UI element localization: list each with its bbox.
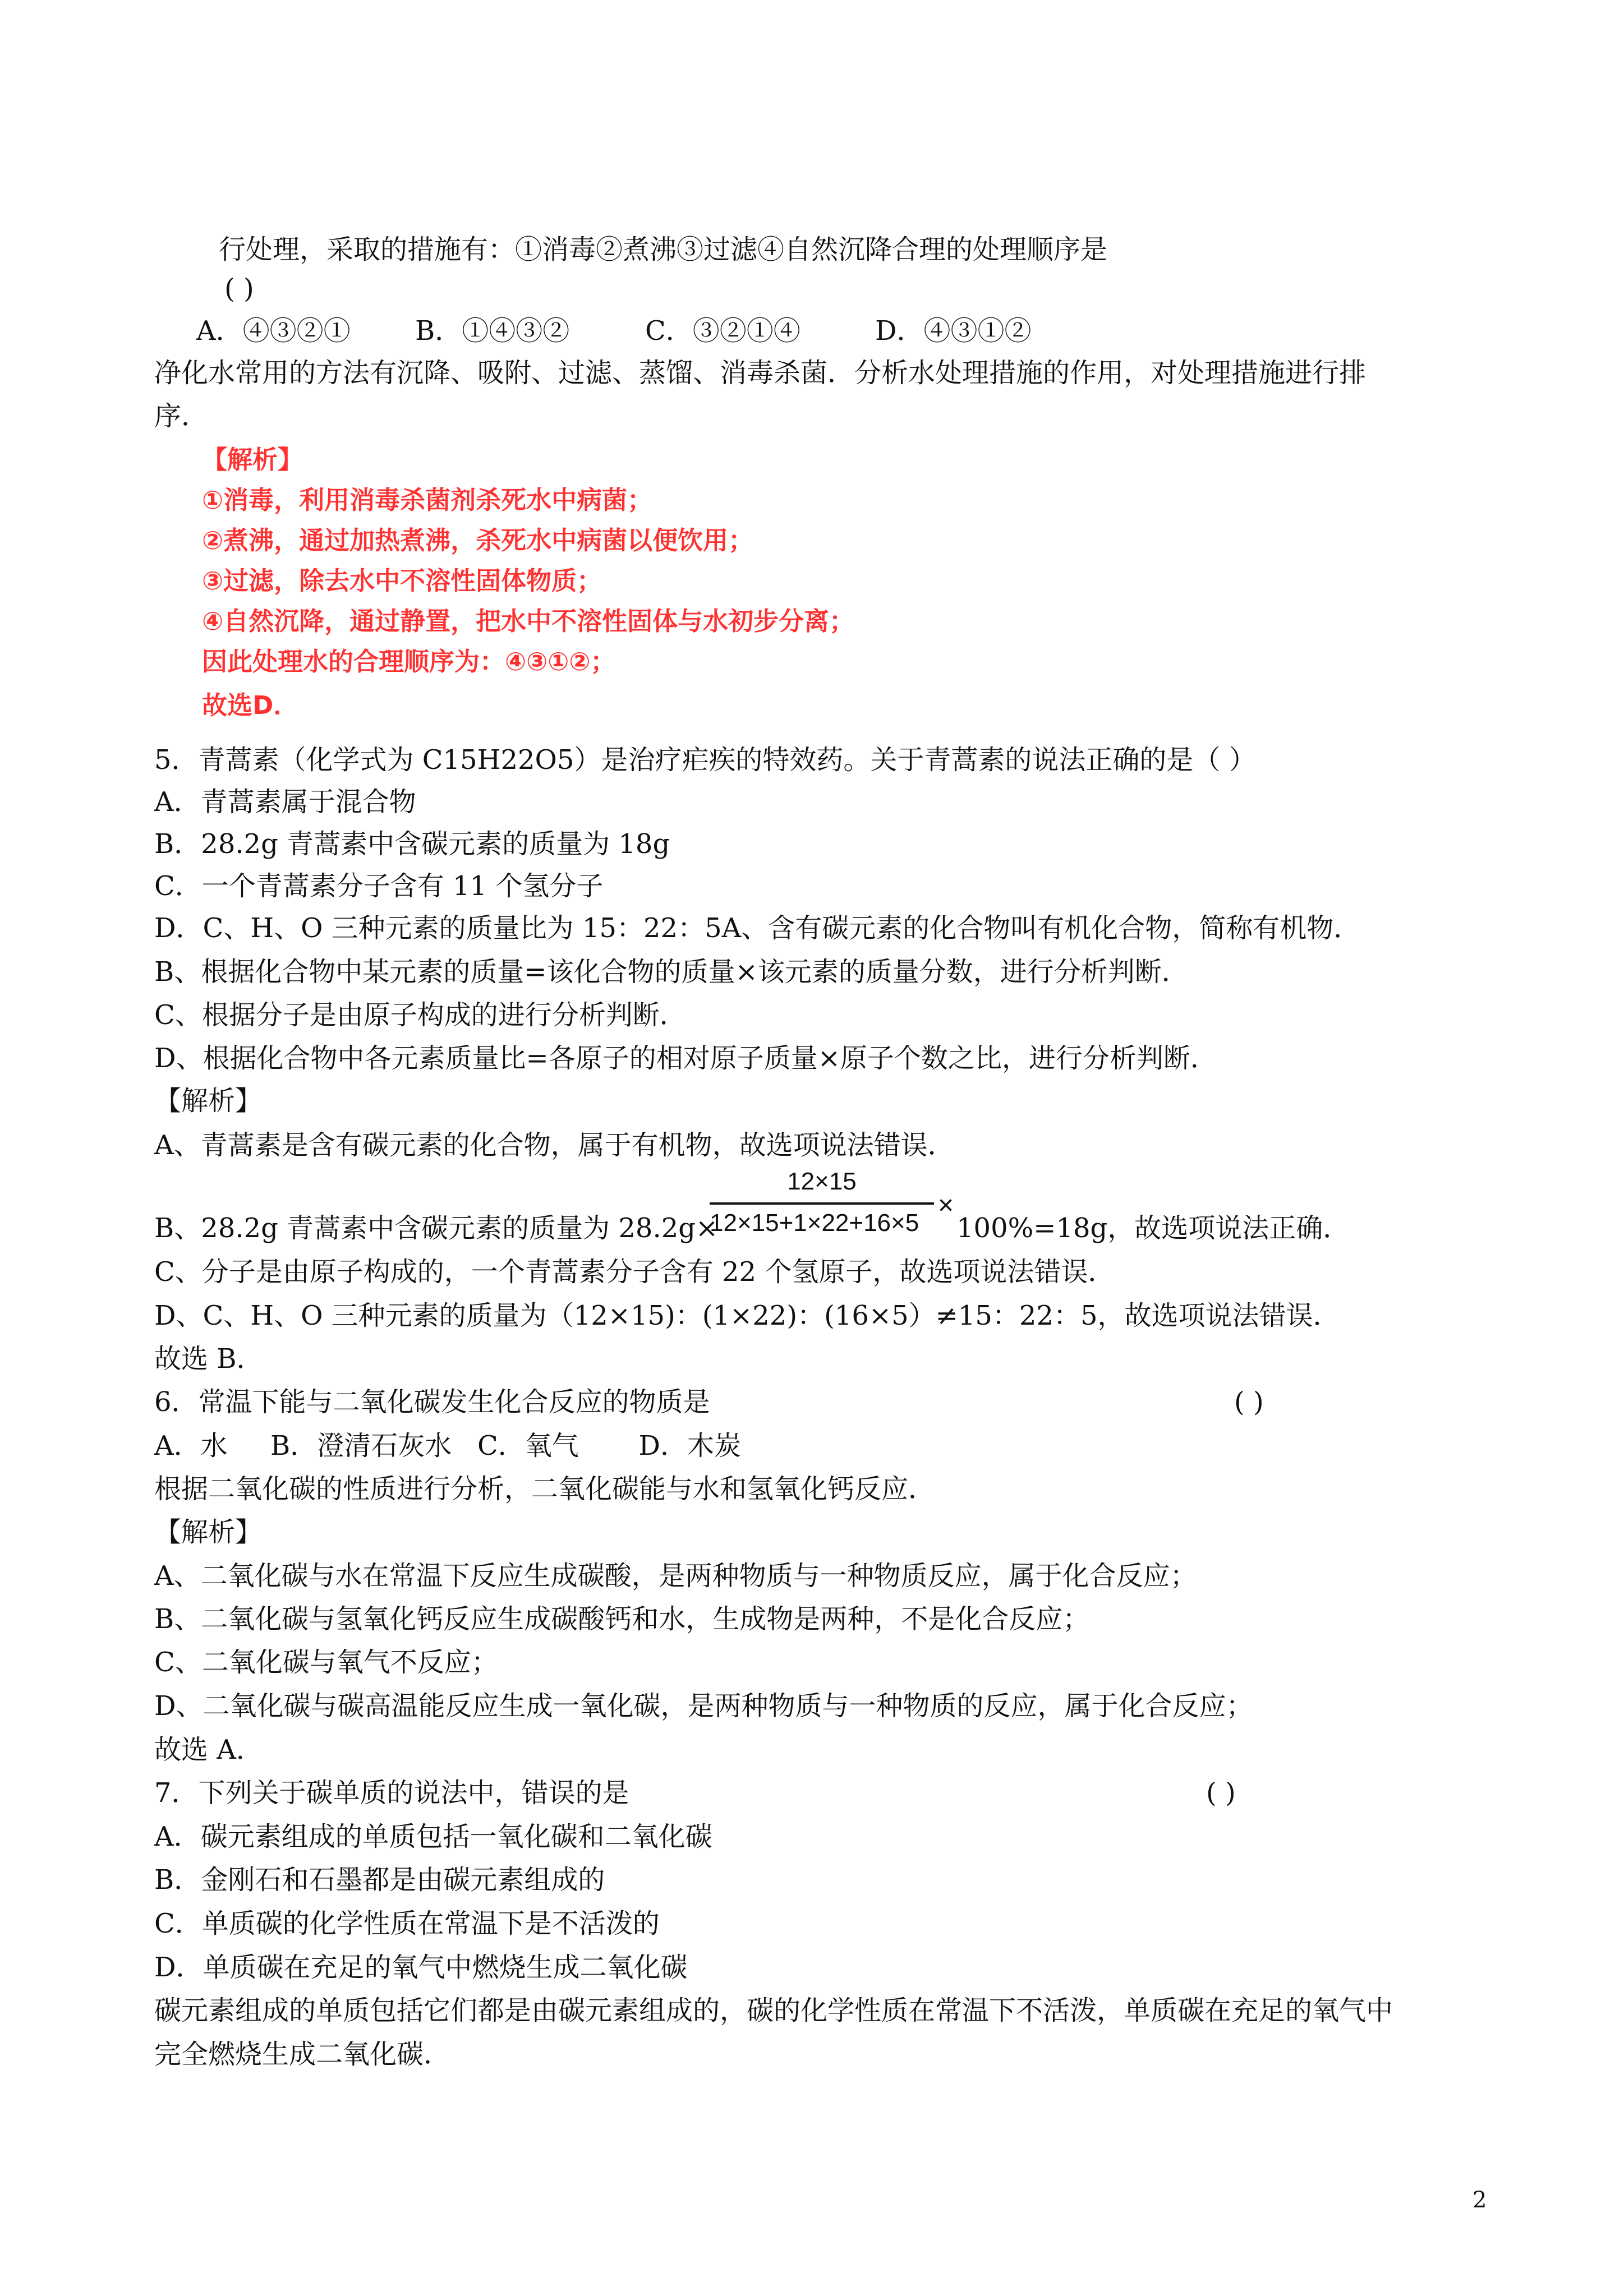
q6-analysis-c: C、二氧化碳与氧气不反应； — [154, 1647, 498, 1678]
q4-option-d: D．④③①② — [875, 315, 1032, 347]
q5-hint-d: D、根据化合物中各元素质量比=各原子的相对原子质量×原子个数之比，进行分析判断． — [154, 1043, 1217, 1074]
q6-options: A．水 B．澄清石灰水 C．氧气 D．木炭 — [154, 1430, 742, 1461]
q7-option-b: B．金刚石和石墨都是由碳元素组成的 — [154, 1864, 605, 1896]
q4-answer-paren: ( ) — [224, 273, 254, 305]
q5-hint-c: C、根据分子是由原子构成的进行分析判断． — [154, 999, 687, 1031]
q7-option-a: A．碳元素组成的单质包括一氧化碳和二氧化碳 — [154, 1821, 712, 1852]
q4-red-line5: 因此处理水的合理顺序为：④③①②； — [202, 647, 616, 676]
q6-jiexi: 【解析】 — [154, 1516, 263, 1548]
q4-stem-continuation: 行处理，采取的措施有：①消毒②煮沸③过滤④自然沉降合理的处理顺序是 — [219, 234, 1108, 265]
q7-answer-paren: ( ) — [1206, 1777, 1236, 1809]
q5-analysis-b-suffix: 100%=18g，故选项说法正确． — [956, 1212, 1350, 1244]
q6-analysis-a: A、二氧化碳与水在常温下反应生成碳酸，是两种物质与一种物质反应，属于化合反应； — [154, 1560, 1197, 1592]
q7-hint-line2: 完全燃烧生成二氧化碳． — [154, 2039, 451, 2070]
q6-answer: 故选 A． — [154, 1734, 263, 1765]
q6-analysis-d: D、二氧化碳与碳高温能反应生成一氧化碳，是两种物质与一种物质的反应，属于化合反应； — [154, 1690, 1253, 1722]
q4-red-line3: ③过滤，除去水中不溶性固体物质； — [202, 566, 602, 596]
q5-jiexi: 【解析】 — [154, 1085, 263, 1117]
q4-red-line4: ④自然沉降，通过静置，把水中不溶性固体与水初步分离； — [202, 606, 855, 636]
q6-hint: 根据二氧化碳的性质进行分析，二氧化碳能与水和氢氧化钙反应． — [154, 1473, 936, 1505]
q5-fraction-times: × — [938, 1191, 954, 1220]
q7-option-d: D．单质碳在充足的氧气中燃烧生成二氧化碳 — [154, 1952, 688, 1983]
q7-stem: 7．下列关于碳单质的说法中，错误的是 — [154, 1777, 629, 1809]
q5-fraction-numerator: 12×15 — [787, 1168, 857, 1195]
q5-analysis-c: C、分子是由原子构成的，一个青蒿素分子含有 22 个氢原子，故选项说法错误． — [154, 1256, 1115, 1288]
q7-hint-line1: 碳元素组成的单质包括它们都是由碳元素组成的，碳的化学性质在常温下不活泼，单质碳在充足的氧气中 — [154, 1995, 1393, 2026]
q5-analysis-b-prefix: B、28.2g 青蒿素中含碳元素的质量为 28.2g× — [154, 1212, 719, 1244]
q4-analysis-line1: 净化水常用的方法有沉降、吸附、过滤、蒸馏、消毒杀菌．分析水处理措施的作用，对处理措施进行排 — [154, 357, 1367, 389]
q6-answer-paren: ( ) — [1234, 1386, 1264, 1418]
q5-fraction-bar — [710, 1202, 934, 1205]
q4-red-line6: 故选D． — [202, 690, 299, 720]
q4-analysis-line2: 序． — [154, 400, 209, 432]
page-number: 2 — [1473, 2187, 1487, 2213]
q4-red-line2: ②煮沸，通过加热煮沸，杀死水中病菌以便饮用； — [202, 525, 754, 555]
q4-option-b: B．①④③② — [415, 315, 570, 347]
q5-stem: 5．青蒿素（化学式为 C15H22O5）是治疗疟疾的特效药。关于青蒿素的说法正确的是（ ） — [154, 744, 1256, 776]
q5-analysis-a: A、青蒿素是含有碳元素的化合物，属于有机物，故选项说法错误． — [154, 1129, 955, 1161]
q5-option-a: A．青蒿素属于混合物 — [154, 786, 416, 818]
q4-option-c: C．③②①④ — [645, 315, 801, 347]
q5-answer: 故选 B． — [154, 1343, 264, 1375]
q6-analysis-b: B、二氧化碳与氢氧化钙反应生成碳酸钙和水，生成物是两种，不是化合反应； — [154, 1603, 1090, 1635]
q5-fraction-denominator: 12×15+1×22+16×5 — [710, 1209, 919, 1237]
q5-option-b: B．28.2g 青蒿素中含碳元素的质量为 18g — [154, 828, 670, 860]
q5-option-d: D．C、H、O 三种元素的质量比为 15：22：5A、含有碳元素的化合物叫有机化合物，简称有机物． — [154, 912, 1361, 944]
q6-stem: 6．常温下能与二氧化碳发生化合反应的物质是 — [154, 1386, 710, 1418]
q5-fraction — [710, 1168, 945, 1246]
q7-option-c: C．单质碳的化学性质在常温下是不活泼的 — [154, 1908, 660, 1939]
q4-option-a: A．④③②① — [196, 315, 351, 347]
q4-red-jiexi: 【解析】 — [202, 445, 303, 474]
q5-analysis-d: D、C、H、O 三种元素的质量为（12×15)：(1×22)：(16×5）≠15：22：5，故选项说法错误． — [154, 1300, 1340, 1331]
q4-red-line1: ①消毒，利用消毒杀菌剂杀死水中病菌； — [202, 485, 653, 515]
q5-option-c: C．一个青蒿素分子含有 11 个氢分子 — [154, 870, 604, 902]
q5-hint-b: B、根据化合物中某元素的质量=该化合物的质量×该元素的质量分数，进行分析判断． — [154, 956, 1189, 988]
